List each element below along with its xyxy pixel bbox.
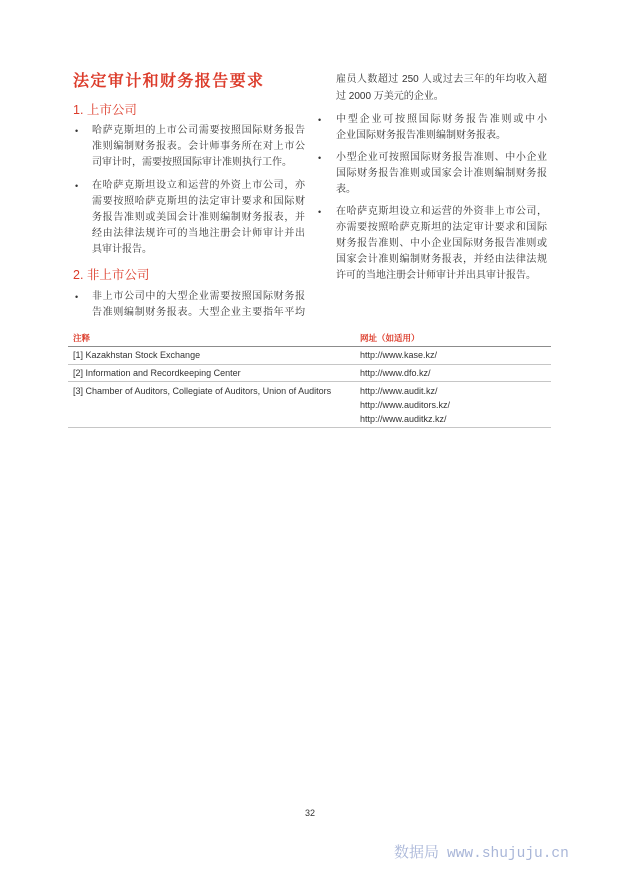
text-line: 雇员人数超过 250 人或过去三年的年均收入超	[336, 74, 547, 85]
note-cell: [3] Chamber of Auditors, Collegiate of Auditors, Union of Auditors	[73, 386, 332, 396]
watermark	[394, 843, 569, 863]
url-cell	[360, 347, 551, 364]
text-line: 准则编制财务报表。会计师事务所在对上市公	[92, 141, 305, 152]
table-header-note: 注释	[73, 333, 91, 343]
text-line: 国际财务报告准则或国家会计准则编制财务报	[336, 168, 547, 179]
bullet-item	[336, 204, 547, 284]
note-cell: [2] Information and Recordkeeping Center	[73, 368, 241, 378]
table-header-url: 网址（如适用）	[360, 333, 420, 343]
continued-paragraph	[336, 71, 547, 105]
bullet-icon	[318, 112, 321, 128]
text-line: 非上市公司中的大型企业需要按照国际财务报	[92, 291, 305, 302]
text-line: 表。	[336, 184, 356, 195]
text-line: 在哈萨克斯坦设立和运营的外资非上市公司，	[336, 206, 547, 217]
url-text: http://www.kase.kz/	[360, 350, 438, 360]
url-cell	[360, 365, 551, 381]
text-line: 具审计报告。	[92, 244, 152, 255]
bullet-icon	[75, 123, 78, 139]
page-number: 32	[304, 808, 315, 818]
text-line: 小型企业可按照国际财务报告准则、中小企业	[336, 152, 547, 163]
section-heading-unlisted-companies: 2. 非上市公司	[73, 268, 150, 282]
bullet-item	[92, 289, 305, 321]
table-row	[68, 365, 551, 382]
text-line: 司审计时，需要按照国际审计准则执行工作。	[92, 157, 292, 168]
table-row	[68, 347, 551, 365]
bullet-item	[92, 123, 305, 171]
text-line: 国家会计准则编制财务报表，并经由法律法规	[336, 254, 547, 265]
text-line: 中型企业可按照国际财务报告准则或中小	[336, 114, 547, 125]
note-cell: [1] Kazakhstan Stock Exchange	[73, 350, 201, 360]
notes-table	[68, 330, 551, 428]
table-row	[68, 382, 551, 428]
watermark-brand: 数据局	[394, 843, 440, 861]
bullet-icon	[318, 150, 321, 166]
text-line: 在哈萨克斯坦设立和运营的外资上市公司，亦	[92, 180, 305, 191]
text-line: 企业国际财务报告准则编制财务报表。	[336, 130, 506, 141]
text-line: 告准则编制财务报表。大型企业主要指年平均	[92, 307, 305, 318]
url-text: http://www.auditkz.kz/	[360, 414, 447, 424]
bullet-icon	[318, 204, 321, 220]
url-text: http://www.auditors.kz/	[360, 400, 451, 410]
text-line: 过 2000 万美元的企业。	[336, 91, 444, 102]
text-line: 哈萨克斯坦的上市公司需要按照国际财务报告	[92, 125, 305, 136]
text-line: 财务报告准则、中小企业国际财务报告准则或	[336, 238, 547, 249]
url-text: http://www.dfo.kz/	[360, 368, 431, 378]
bullet-item	[336, 150, 547, 198]
bullet-item	[92, 178, 305, 258]
bullet-icon	[75, 178, 78, 194]
bullet-item	[336, 112, 547, 144]
watermark-url: www.shujuju.cn	[447, 846, 569, 862]
text-line: 许可的当地注册会计师审计并出具审计报告。	[336, 270, 536, 281]
page-title: 法定审计和财务报告要求	[73, 73, 265, 90]
url-cell	[360, 384, 551, 426]
url-text: http://www.audit.kz/	[360, 386, 438, 396]
section-heading-listed-companies: 1. 上市公司	[73, 103, 137, 117]
bullet-icon	[75, 289, 78, 305]
text-line: 务报告准则或美国会计准则编制财务报表，并	[92, 212, 305, 223]
text-line: 需要按照哈萨克斯坦的法定审计要求和国际财	[92, 196, 305, 207]
table-header-row	[68, 330, 551, 347]
text-line: 经由法律法规许可的当地注册会计师审计并出	[92, 228, 305, 239]
text-line: 亦需要按照哈萨克斯坦的法定审计要求和国际	[336, 222, 547, 233]
